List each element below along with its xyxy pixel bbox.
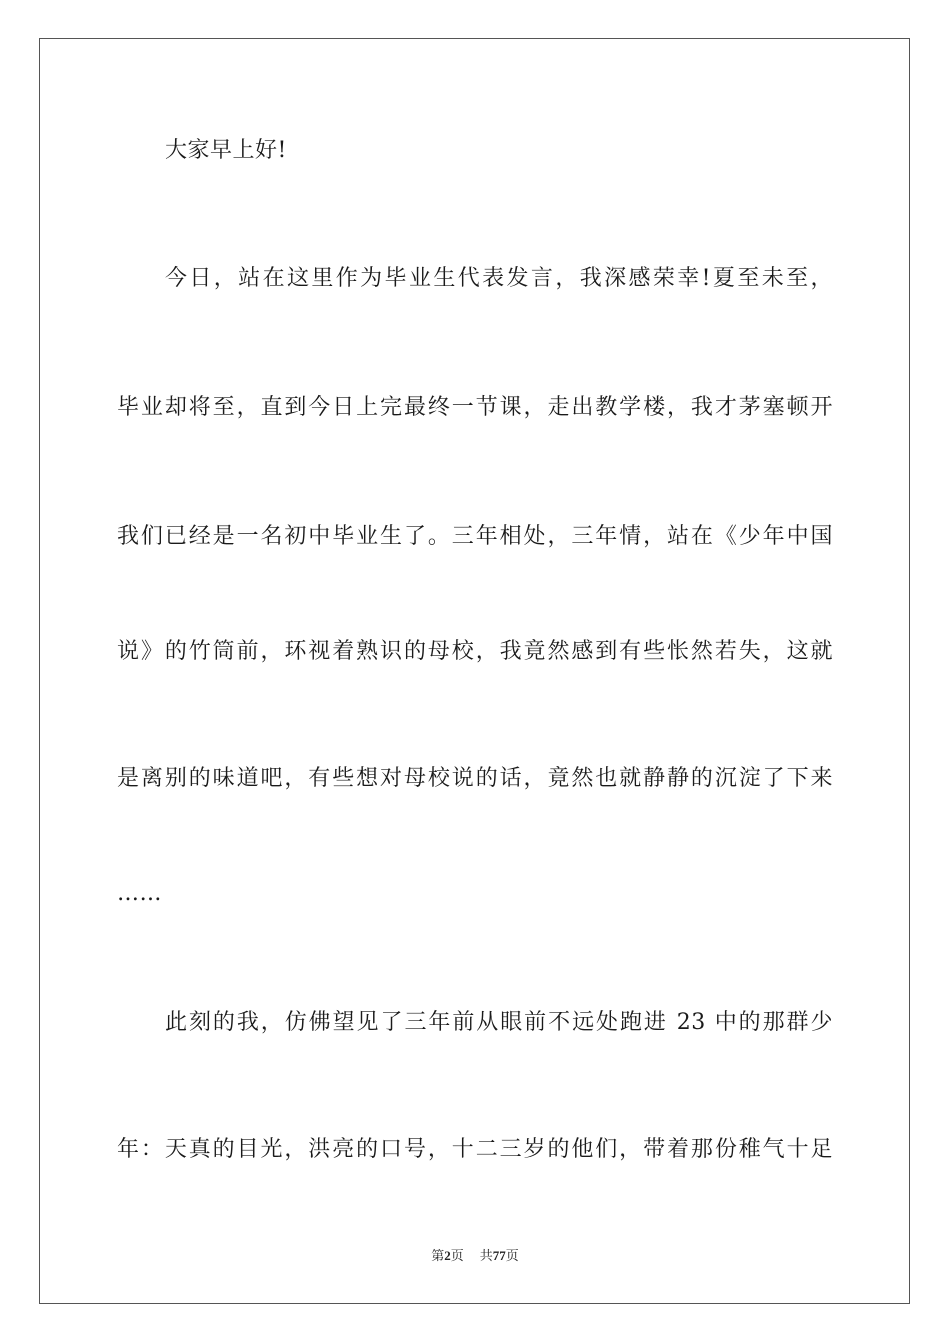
- total-pages: 77: [492, 1248, 506, 1263]
- page-label-prefix: 第: [431, 1249, 445, 1264]
- paragraph-line: 年：天真的目光，洪亮的口号，十二三岁的他们，带着那份稚气十足: [117, 1137, 833, 1162]
- paragraph-line: 此刻的我，仿佛望见了三年前从眼前不远处跑进 23 中的那群少: [165, 1010, 833, 1035]
- paragraph-line-ellipsis: ……: [117, 881, 162, 906]
- paragraph-line-greeting: 大家早上好!: [165, 138, 287, 163]
- paragraph-line: 我们已经是一名初中毕业生了。三年相处，三年情，站在《少年中国: [117, 524, 833, 549]
- total-label-suffix: 页: [505, 1249, 519, 1264]
- paragraph-line: 是离别的味道吧，有些想对母校说的话，竟然也就静静的沉淀了下来: [117, 766, 833, 791]
- page-label-suffix: 页: [450, 1249, 464, 1264]
- paragraph-line: 毕业却将至，直到今日上完最终一节课，走出教学楼，我才茅塞顿开: [117, 395, 833, 420]
- page-number: 2: [444, 1248, 451, 1263]
- paragraph-line: 说》的竹筒前，环视着熟识的母校，我竟然感到有些怅然若失，这就: [117, 639, 833, 664]
- page-border: [39, 38, 910, 1304]
- paragraph-line: 今日，站在这里作为毕业生代表发言，我深感荣幸!夏至未至，: [165, 266, 833, 291]
- page-footer: [0, 1247, 950, 1266]
- total-label-prefix: 共: [479, 1249, 493, 1264]
